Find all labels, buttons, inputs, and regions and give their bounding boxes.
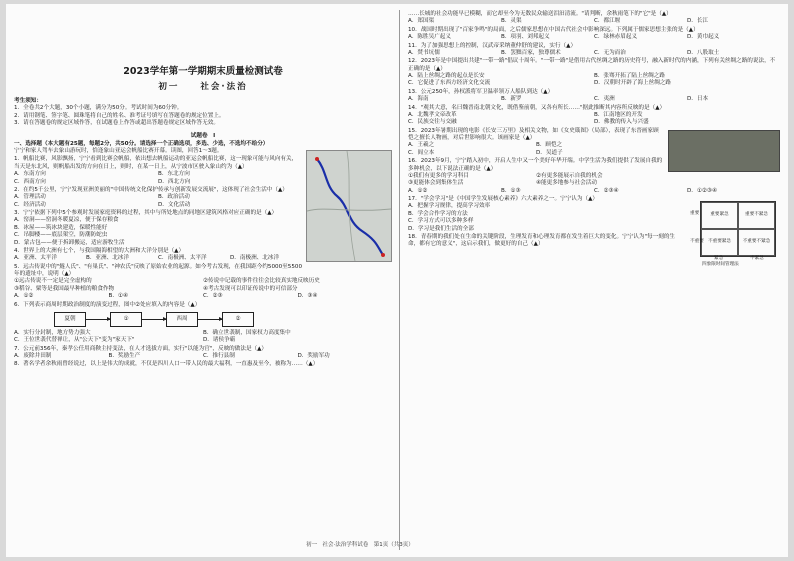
flow-arrow xyxy=(142,319,166,320)
option: B．亚洲、北冰洋 xyxy=(86,255,129,262)
matrix-caption: 四象限时间管理法 xyxy=(702,262,739,267)
option: B．灵渠 xyxy=(501,18,522,25)
option: D．汉朝时开辟了海上丝绸之路 xyxy=(594,80,672,87)
time-matrix xyxy=(690,197,780,267)
option: A．陆上丝绸之路的起点是长安 xyxy=(408,73,485,79)
option: C．王位世袭代替禅让，从"公天下"变为"家天下" xyxy=(14,337,135,344)
option: C．阎立本 xyxy=(408,149,435,156)
question-stem: 7．公元前356年，秦孝公任用商鞅主持变法，在人才选拔方面，实行"以能为官"，反映的做法是（▲） xyxy=(14,345,268,352)
option: A．管理活动 xyxy=(14,194,46,201)
option-list xyxy=(408,50,780,57)
option: B．顾恺之 xyxy=(536,142,563,149)
option: D．南极洲、北冰洋 xyxy=(230,255,280,262)
matrix-cell: 不重要紧急 xyxy=(701,229,738,256)
answer-choice: C．②③ xyxy=(203,293,223,300)
exam-sheet xyxy=(6,4,788,557)
matrix-y-label: 不重要 xyxy=(690,239,704,244)
exam-title: 2023学年第一学期期末质量检测试卷 xyxy=(123,66,283,77)
flow-box: 夏朝 xyxy=(54,312,86,327)
option: B．张骞开拓了陆上丝绸之路 xyxy=(594,73,665,79)
question-stem: 15．2023年暑期出现的电影《长安三万里》及相关文物，如《女史箴图》（局部），表现了东晋画家顾恺之擅长人物画，对后世影响很大。该画家是（▲） xyxy=(408,127,659,141)
option: A．实行分封制，地方势力强大 xyxy=(14,329,91,336)
question-q14 xyxy=(408,105,780,127)
option-list xyxy=(14,255,302,262)
option-list xyxy=(408,173,664,188)
matrix-cell: 重要紧急 xyxy=(701,202,738,229)
question-stem: 16．2023年9月，宁宁踏入初中，开启人生中又一个美好年华开端。中学生活为我们提供了发展自我的多种机会，以下说法正确的是（▲） xyxy=(408,158,663,172)
question-stem: 6．下列表示商周时期政治制度的演变过程，图中②处应填入的内容是（▲） xyxy=(14,301,201,308)
option: A．亚洲、太平洋 xyxy=(14,255,57,262)
option: C．推行县制 xyxy=(203,353,235,359)
exam-subtitle: 初一 社会·法治 xyxy=(158,81,248,92)
question-stem: 13．公元250年，孙权派将军卫温率领万人船队到达（▲） xyxy=(408,88,554,95)
option: A．陈胜吴广起义 xyxy=(408,34,451,41)
option: D．蒙古包——便于拆卸搬运，适应游牧生活 xyxy=(14,239,125,246)
matrix-cell: 不重要不紧急 xyxy=(738,229,775,256)
answer-choice: A．①② xyxy=(408,187,428,194)
scenario-text: 宁宁和家人驾车去象山游玩时，恰逢象山亚运会帆船比赛开幕。读图，回答1～3题。 xyxy=(14,148,223,154)
option: C．南极洲、太平洋 xyxy=(158,255,207,262)
option: B．冰屋——筑冰块建造，保暖性能好 xyxy=(14,224,108,231)
question-q9pre xyxy=(408,11,780,26)
question-stem: 1．帆船比赛，风影飘扬，宁宁看到比赛会帆船，依出想去帆船运动的亚运会帆船比赛，这一现象可能与风向有关，当天是东北风，则帆船出发的方向在日上，则时，在某一日上，从宁波市区驶入象山约为（▲） xyxy=(14,156,298,170)
option-list xyxy=(14,194,302,209)
option: C．都江堰 xyxy=(594,18,621,25)
question-stem: 18．青春期的我们处在生命的关键阶段，生理发育和心理发育都在发生着巨大的变化。宁宁认为"每一刻的生命，都有它的意义"，这启示我们，做更好的自己（▲） xyxy=(408,233,676,248)
right-column xyxy=(408,10,780,269)
flow-arrow xyxy=(198,319,222,320)
section-label: 试题卷 Ⅰ xyxy=(190,133,216,140)
option: B．罢黜百家，独尊儒术 xyxy=(501,49,561,56)
option: ②传说中记载的事件往往会比较真实地反映历史 xyxy=(203,278,320,285)
answer-choice: B．①④ xyxy=(108,293,128,300)
page-footer: 初一 社会·法治学科试卷 第1页（共3页） xyxy=(306,542,414,548)
option: A．把握学习规律，提高学习效率 xyxy=(408,203,491,210)
option: A．废除井田制 xyxy=(14,353,52,359)
option: C．夷洲 xyxy=(594,96,615,103)
question-q13 xyxy=(408,89,780,104)
option: C．吊脚楼——底层架空，防潮防蛇虫 xyxy=(14,232,108,239)
matrix-y-label: 重要 xyxy=(690,211,700,216)
option-list xyxy=(408,34,780,41)
question-q5 xyxy=(14,264,392,301)
option-list xyxy=(408,142,664,157)
option-list xyxy=(14,278,392,293)
option: ①我们有更多的学习科目 xyxy=(408,172,469,179)
matrix-grid xyxy=(700,201,776,257)
flow-box: ① xyxy=(110,312,142,327)
option: C．无为而治 xyxy=(594,49,626,56)
answer-choice: A．①② xyxy=(14,293,34,300)
question-q6 xyxy=(14,302,392,345)
option-list xyxy=(408,18,780,25)
option: C．经济活动 xyxy=(14,201,46,208)
option: D．日本 xyxy=(687,96,709,103)
question-stem: 17．"学会学习"是《中国学生发展核心素养》六大素养之一。宁宁认为（▲） xyxy=(408,196,598,202)
notice-item: 3．请在答题卷的规定区域作答，在试题卷上作答或超出答题卷规定区域作答无效。 xyxy=(14,119,219,126)
option: ③稻谷、粟等是我国最早种植的粮食作物 xyxy=(14,285,115,292)
question-q11 xyxy=(408,43,780,58)
route-map xyxy=(306,150,392,262)
option-list xyxy=(408,73,780,88)
matrix-cell: 重要不紧急 xyxy=(738,202,775,229)
option: B．江南地区的开发 xyxy=(594,111,643,118)
option: D．学习是我们生活的全部 xyxy=(408,225,474,232)
notice-heading: 考生须知： xyxy=(14,97,42,104)
answer-choice: D．①②③④ xyxy=(687,187,717,194)
option: C．它促进了东西方经济文化交流 xyxy=(408,80,491,87)
answer-choice-list xyxy=(14,293,392,300)
option: D．佛教的传入与兴盛 xyxy=(594,119,649,126)
answer-choice: C．②③④ xyxy=(594,187,619,194)
option: C．绿林赤眉起义 xyxy=(594,34,638,41)
flow-box: ② xyxy=(222,312,254,327)
matrix-x-label: 紧急 xyxy=(714,256,724,261)
question-q12 xyxy=(408,58,780,88)
option: ④考古发现可以印证传说中的可信部分 xyxy=(203,285,298,292)
question-stem: ……长城的社会功能早已模糊，而它却至今为无数民众输送泪汩清流。"请判断，余秋雨笔下的"它"是（▲） xyxy=(408,11,672,17)
option: D．西北方向 xyxy=(158,178,191,185)
option: A．王羲之 xyxy=(408,142,435,149)
question-stem: 8．著名学者余秋雨曾经说过，以上是伟大的成就，不仅是四川人口一带人民的最大福利，一直惠及至今，被称为……（▲） xyxy=(14,361,319,368)
option: A．海南 xyxy=(408,96,429,103)
question-stem: 14．"观其大意，名曰魏晋南北朝文化，既借鉴前朝，又各有所长……"据此推断其内容所反映的是（▲） xyxy=(408,104,666,111)
option: C．学习方式可以多种多样 xyxy=(408,218,474,225)
option: B．新罗 xyxy=(501,96,522,103)
option: ①远古传说不一定是完全虚构的 xyxy=(14,278,92,285)
question-q8 xyxy=(14,361,392,368)
question-stem: 4．世界上的大洲有七个，与我国隔海相望的大洲和大洋分别是（▲） xyxy=(14,247,185,254)
route-map-drawing xyxy=(307,151,391,261)
option: ④能更多地参与社会活动 xyxy=(536,180,597,187)
left-column xyxy=(14,4,392,369)
question-stem: 2．在约5千公里，宁宁发现亚洲美丽的"中国传统文化保护传承与创新发展交流展"，这体现了社会生活中（▲） xyxy=(14,186,288,193)
option: C．西南方向 xyxy=(14,178,46,185)
option: D．奖励军功 xyxy=(297,353,330,359)
option: D．黄巾起义 xyxy=(687,34,720,41)
notice-item: 1．全卷共2个大题，30个小题，满分为50分。考试时间为60分钟。 xyxy=(14,105,183,112)
question-q15 xyxy=(408,128,780,158)
option: D．八股取士 xyxy=(687,49,720,56)
option: B．确立世袭制，国家权力高度集中 xyxy=(203,329,291,336)
question-stem: 3．宁宁依据下列中5个参观时发展家庭资料的过程，其中与所处地点的同地区建筑风格对应正确的是（▲） xyxy=(14,210,278,216)
question-stem: 12．2023年是中国提出共建"一带一路"倡议十周年。"一带一路"是借用古代丝绸之路的历史符号，融入新时代的内涵，下列有关丝绸之路的说法，不正确的是（▲） xyxy=(408,58,776,72)
notice-item: 2．请用钢笔、签字笔、圆珠笔将自己的姓名、准考证号填写在答题卷的规定位置上。 xyxy=(14,112,225,119)
option: B．学会合作学习的方法 xyxy=(408,210,468,217)
option-list xyxy=(14,353,392,360)
question-q10 xyxy=(408,27,780,42)
option: A．郑国渠 xyxy=(408,18,435,25)
question-q7 xyxy=(14,346,392,361)
option: D．诸侯争霸 xyxy=(203,337,236,344)
flow-box: 西周 xyxy=(166,312,198,327)
option: D．吴道子 xyxy=(536,149,563,156)
option: ②有更多能展示自我的机会 xyxy=(536,172,603,179)
answer-choice-list xyxy=(408,188,780,195)
matrix-x-label: 不紧急 xyxy=(750,256,764,261)
flow-diagram xyxy=(54,312,392,327)
question-stem: 10．战国时期出现了"百家争鸣"的局面，之后儒家思想在中国古代社会中影响深远。下列属于儒家思想主张的是（▲） xyxy=(408,26,699,33)
answer-choice: D．③④ xyxy=(297,293,318,300)
option: A．窑洞——窑洞冬暖夏凉，便于保存粮食 xyxy=(14,217,119,224)
option-list xyxy=(14,171,302,186)
question-stem: 5．远古传说中的"燧人氏"、"有巢氏"、"神农氏"反映了原始农业的起源。如今考古发现，在我国距今约5000至5500年的遗址中，说明（▲） xyxy=(14,263,303,277)
option: B．奖励生产 xyxy=(108,353,141,359)
section-heading: 一、选择题（本大题有25题，每题2分，共50分。请选择一个正确选项，多选、少选，不选均不给分） xyxy=(14,140,269,147)
option-list xyxy=(14,330,392,345)
option: D．长江 xyxy=(687,18,709,25)
option: A．北魏孝文帝改革 xyxy=(408,111,457,118)
painting-image xyxy=(668,130,780,172)
option: C．民族交往与交融 xyxy=(408,119,457,126)
question-stem: 11．为了加强思想上的控制，汉武帝采纳董仲舒的建议，实行（▲） xyxy=(408,42,577,49)
option: D．文化活动 xyxy=(158,201,191,208)
answer-choice: B．①③ xyxy=(501,187,521,194)
option: B．东北方向 xyxy=(158,171,190,178)
option: B．项羽、刘邦起义 xyxy=(501,34,550,41)
option: ③更能体会到集体生活 xyxy=(408,180,464,187)
option-list xyxy=(408,112,780,127)
option: A．焚书坑儒 xyxy=(408,49,440,56)
flow-arrow xyxy=(86,319,110,320)
option: B．政治活动 xyxy=(158,194,190,201)
option-list xyxy=(408,96,780,103)
option: A．东南方向 xyxy=(14,171,46,178)
column-divider xyxy=(399,10,400,550)
